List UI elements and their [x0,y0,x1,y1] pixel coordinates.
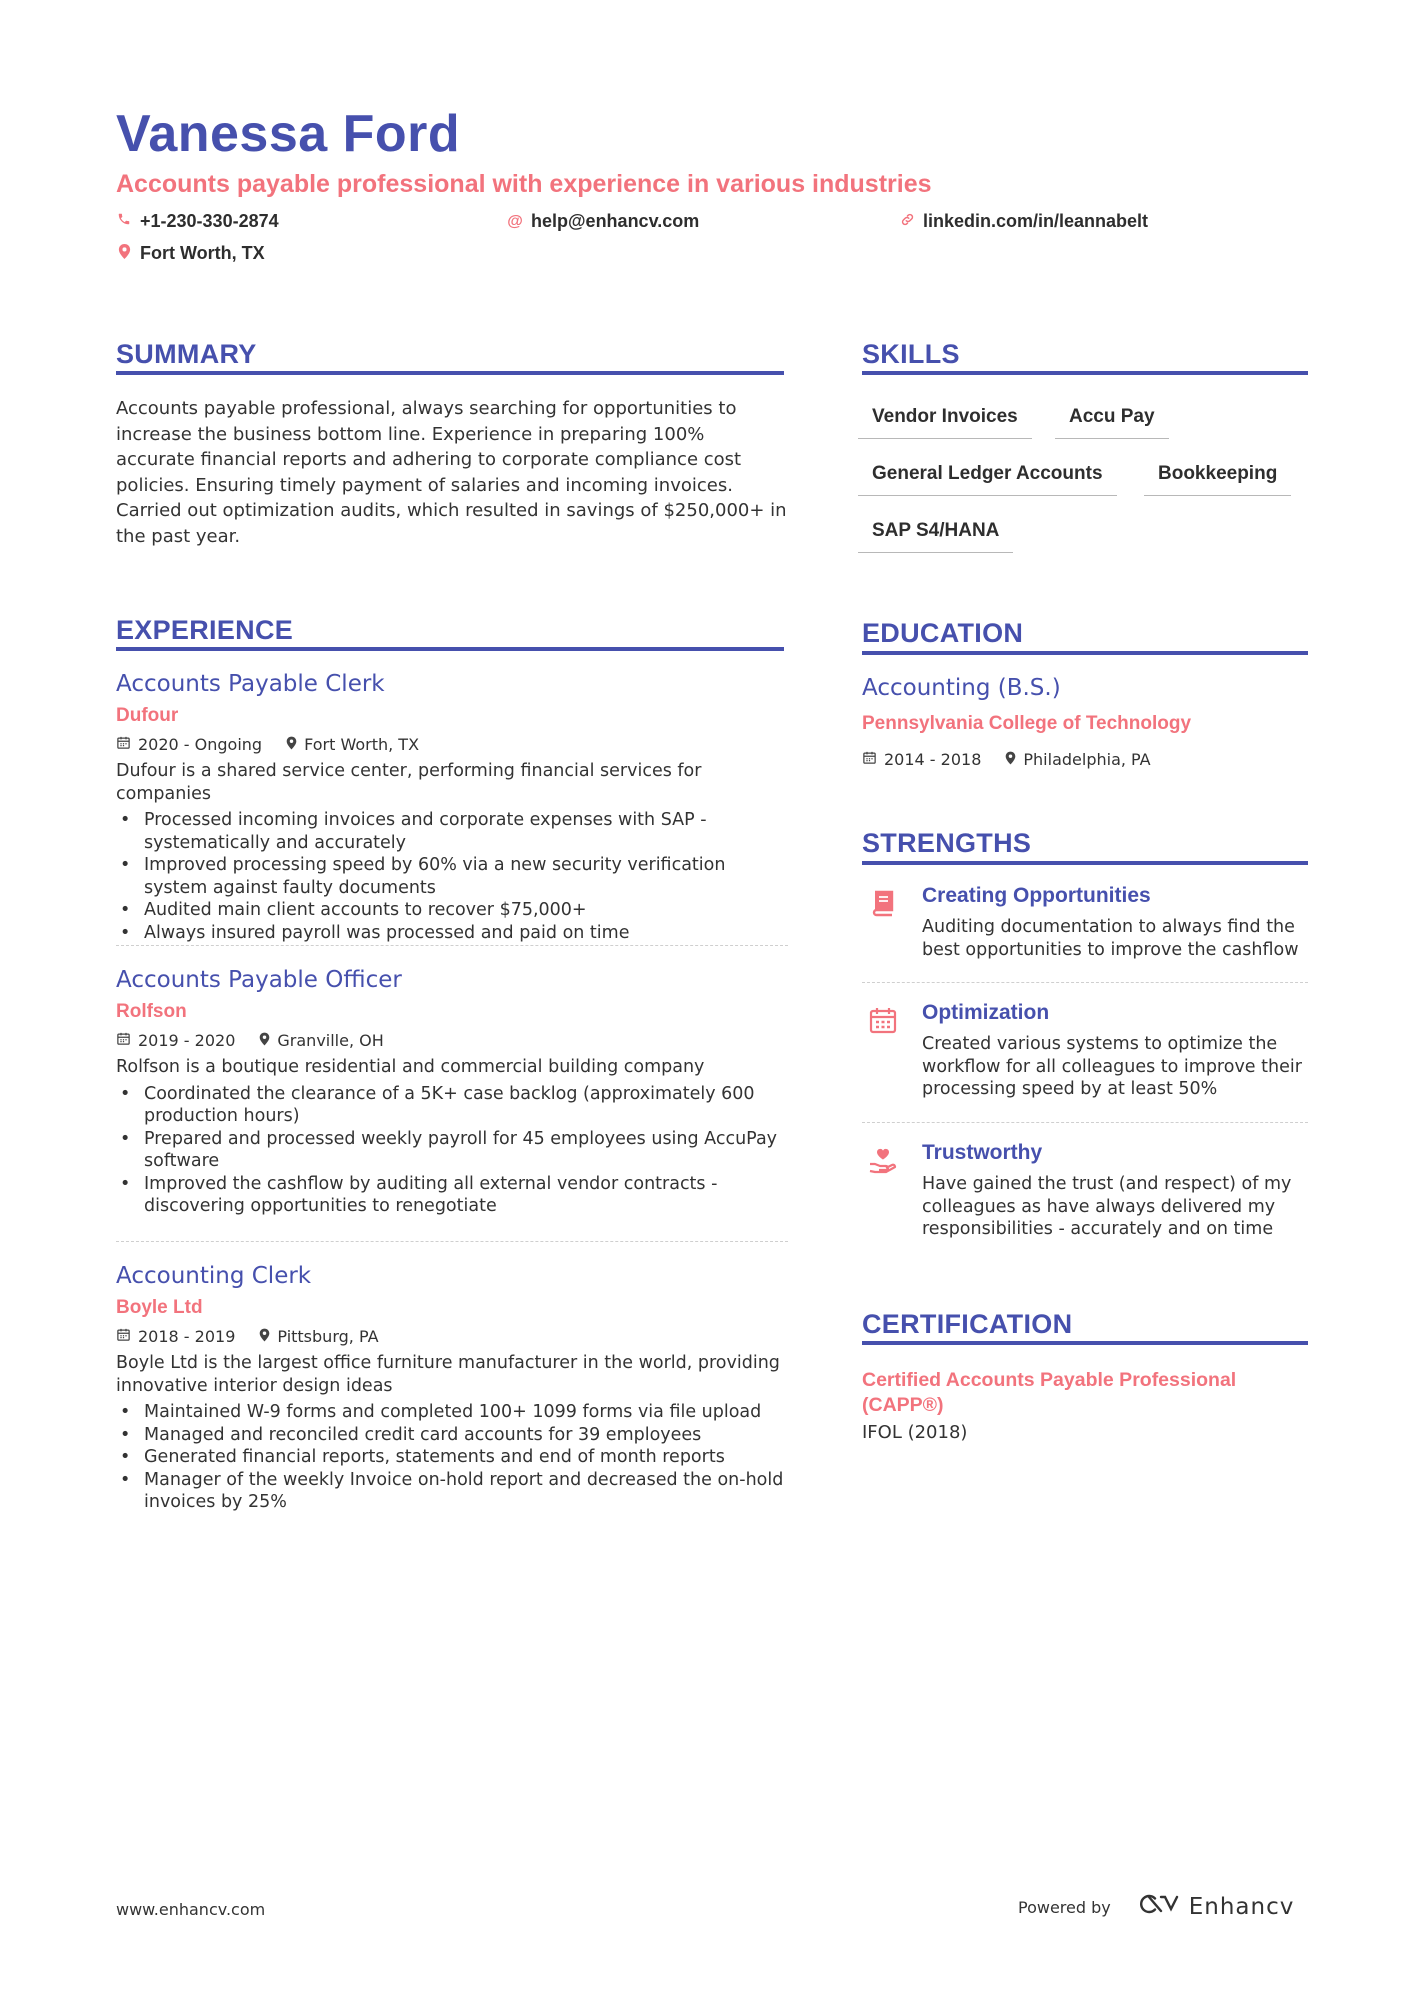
footer-website[interactable]: www.enhancv.com [116,1900,266,1919]
job-bullet: • Improved processing speed by 60% via a new security verification system against faulty documents [116,854,788,899]
heart-hand-icon [868,1145,898,1175]
experience-entry [116,671,788,944]
job-meta [116,1327,788,1346]
skill-tag: Vendor Invoices [858,406,1032,439]
job-description: Boyle Ltd is the largest office furniture manufacturer in the world, providing innovative interior design ideas [116,1353,780,1396]
job-dates: 2020 - Ongoing [138,735,263,754]
calendar-icon [116,1327,131,1346]
job-bullet: • Maintained W-9 forms and completed 100+ 1099 forms via file upload [116,1401,788,1424]
job-bullet: • Managed and reconciled credit card accounts for 39 employees [116,1424,788,1447]
job-bullet: • Manager of the weekly Invoice on-hold report and decreased the on-hold invoices by 25% [116,1469,788,1514]
contact-email[interactable] [507,211,699,232]
skills-heading: SKILLS [862,339,960,369]
job-bullet: • Always insured payroll was processed and paid on time [116,922,788,945]
strength-item [862,884,1308,974]
experience-divider [116,647,784,651]
summary-heading: SUMMARY [116,339,257,369]
candidate-tagline: Accounts payable professional with experience in various industries [116,170,932,198]
enhancv-logo[interactable] [1135,1892,1295,1922]
job-title: Accounts Payable Clerk [116,671,385,697]
strength-description: Created various systems to optimize the workflow for all colleagues to improve their processing speed by at least 50% [922,1034,1302,1099]
strength-title: Trustworthy [922,1141,1043,1164]
calendar-icon [862,750,877,769]
company-name: Dufour [116,705,179,726]
strength-title: Optimization [922,1001,1050,1024]
experience-entry [116,1263,788,1514]
brand-name: Enhancv [1188,1894,1295,1920]
education-dates: 2014 - 2018 [884,750,982,769]
enhancv-logo-icon [1135,1892,1179,1922]
job-title: Accounts Payable Officer [116,967,402,993]
job-title: Accounting Clerk [116,1263,312,1289]
summary-text: Accounts payable professional, always searching for opportunities to increase the business bottom line. Experience in preparing 100% accurate financial reports and adhering to corporate compliance cost policies. Ensuring timely payment of salaries and incoming invoices. Carried out optimization audits, which resulted in savings of $250,000+ in the past year. [116,398,787,547]
job-description: Rolfson is a boutique residential and commercial building company [116,1057,705,1077]
job-dates: 2019 - 2020 [138,1031,236,1050]
job-location: Fort Worth, TX [304,735,420,754]
job-bullet: • Audited main client accounts to recover $75,000+ [116,899,788,922]
certification-heading: CERTIFICATION [862,1309,1073,1339]
entry-separator [116,945,788,946]
job-meta [116,735,788,754]
candidate-name: Vanessa Ford [116,105,461,163]
skill-tag: General Ledger Accounts [858,463,1117,496]
skill-tag: Accu Pay [1055,406,1169,439]
calendar-icon [116,735,131,754]
job-location: Pittsburg, PA [277,1327,379,1346]
experience-heading: EXPERIENCE [116,615,294,645]
strength-description: Have gained the trust (and respect) of my colleagues as have always delivered my responsibilities - accurately and on time [922,1174,1292,1239]
contact-phone [116,211,279,232]
strength-separator [862,982,1308,983]
certification-divider [862,1341,1308,1345]
strength-title: Creating Opportunities [922,884,1151,907]
map-pin-icon [116,244,132,264]
powered-by-label: Powered by [1018,1897,1111,1917]
company-name: Rolfson [116,1001,187,1022]
certification-issuer: IFOL (2018) [862,1422,968,1443]
school-name: Pennsylvania College of Technology [862,713,1192,734]
strengths-divider [862,861,1308,865]
entry-separator [116,1241,788,1242]
job-bullet: • Generated financial reports, statements and end of month reports [116,1446,788,1469]
location-text: Fort Worth, TX [140,243,265,263]
calendar-icon [116,1031,131,1050]
skills-divider [862,371,1308,375]
skill-tag: SAP S4/HANA [858,520,1013,553]
education-meta [862,750,1151,769]
job-bullets [116,809,788,944]
strength-separator [862,1122,1308,1123]
education-divider [862,651,1308,655]
job-bullets [116,1401,788,1514]
skill-tag: Bookkeeping [1144,463,1291,496]
book-icon [868,888,898,918]
phone-icon [116,212,132,231]
map-pin-icon [286,736,297,754]
map-pin-icon [259,1032,270,1050]
at-sign-icon: @ [507,212,523,230]
job-bullet: • Coordinated the clearance of a 5K+ case backlog (approximately 600 production hours) [116,1083,788,1128]
job-bullet: • Processed incoming invoices and corporate expenses with SAP - systematically and accurately [116,809,788,854]
calendar-icon [868,1005,898,1035]
certification-name: Certified Accounts Payable Professional (CAPP®) [862,1369,1237,1416]
experience-entry [116,967,788,1218]
strengths-heading: STRENGTHS [862,828,1032,858]
degree-title: Accounting (B.S.) [862,675,1061,701]
phone-text: +1-230-330-2874 [140,211,279,231]
job-bullet: • Prepared and processed weekly payroll for 45 employees using AccuPay software [116,1128,788,1173]
summary-divider [116,371,784,375]
footer-branding [1018,1892,1294,1922]
job-location: Granville, OH [277,1031,384,1050]
strength-description: Auditing documentation to always find the best opportunities to improve the cashflow [922,917,1299,960]
company-name: Boyle Ltd [116,1297,203,1318]
link-icon [899,212,915,232]
education-heading: EDUCATION [862,618,1024,648]
email-text[interactable]: help@enhancv.com [531,211,700,231]
strength-item [862,1001,1308,1111]
job-bullet: • Improved the cashflow by auditing all external vendor contracts - discovering opportunities to renegotiate [116,1173,788,1218]
contact-linkedin[interactable] [899,211,1148,232]
education-location: Philadelphia, PA [1023,750,1151,769]
map-pin-icon [1005,751,1016,769]
strength-item [862,1141,1308,1251]
job-dates: 2018 - 2019 [138,1327,236,1346]
job-description: Dufour is a shared service center, performing financial services for companies [116,761,702,804]
linkedin-text[interactable]: linkedin.com/in/leannabelt [923,211,1149,231]
map-pin-icon [259,1328,270,1346]
job-bullets [116,1083,788,1218]
contact-location [116,243,265,264]
job-meta [116,1031,788,1050]
